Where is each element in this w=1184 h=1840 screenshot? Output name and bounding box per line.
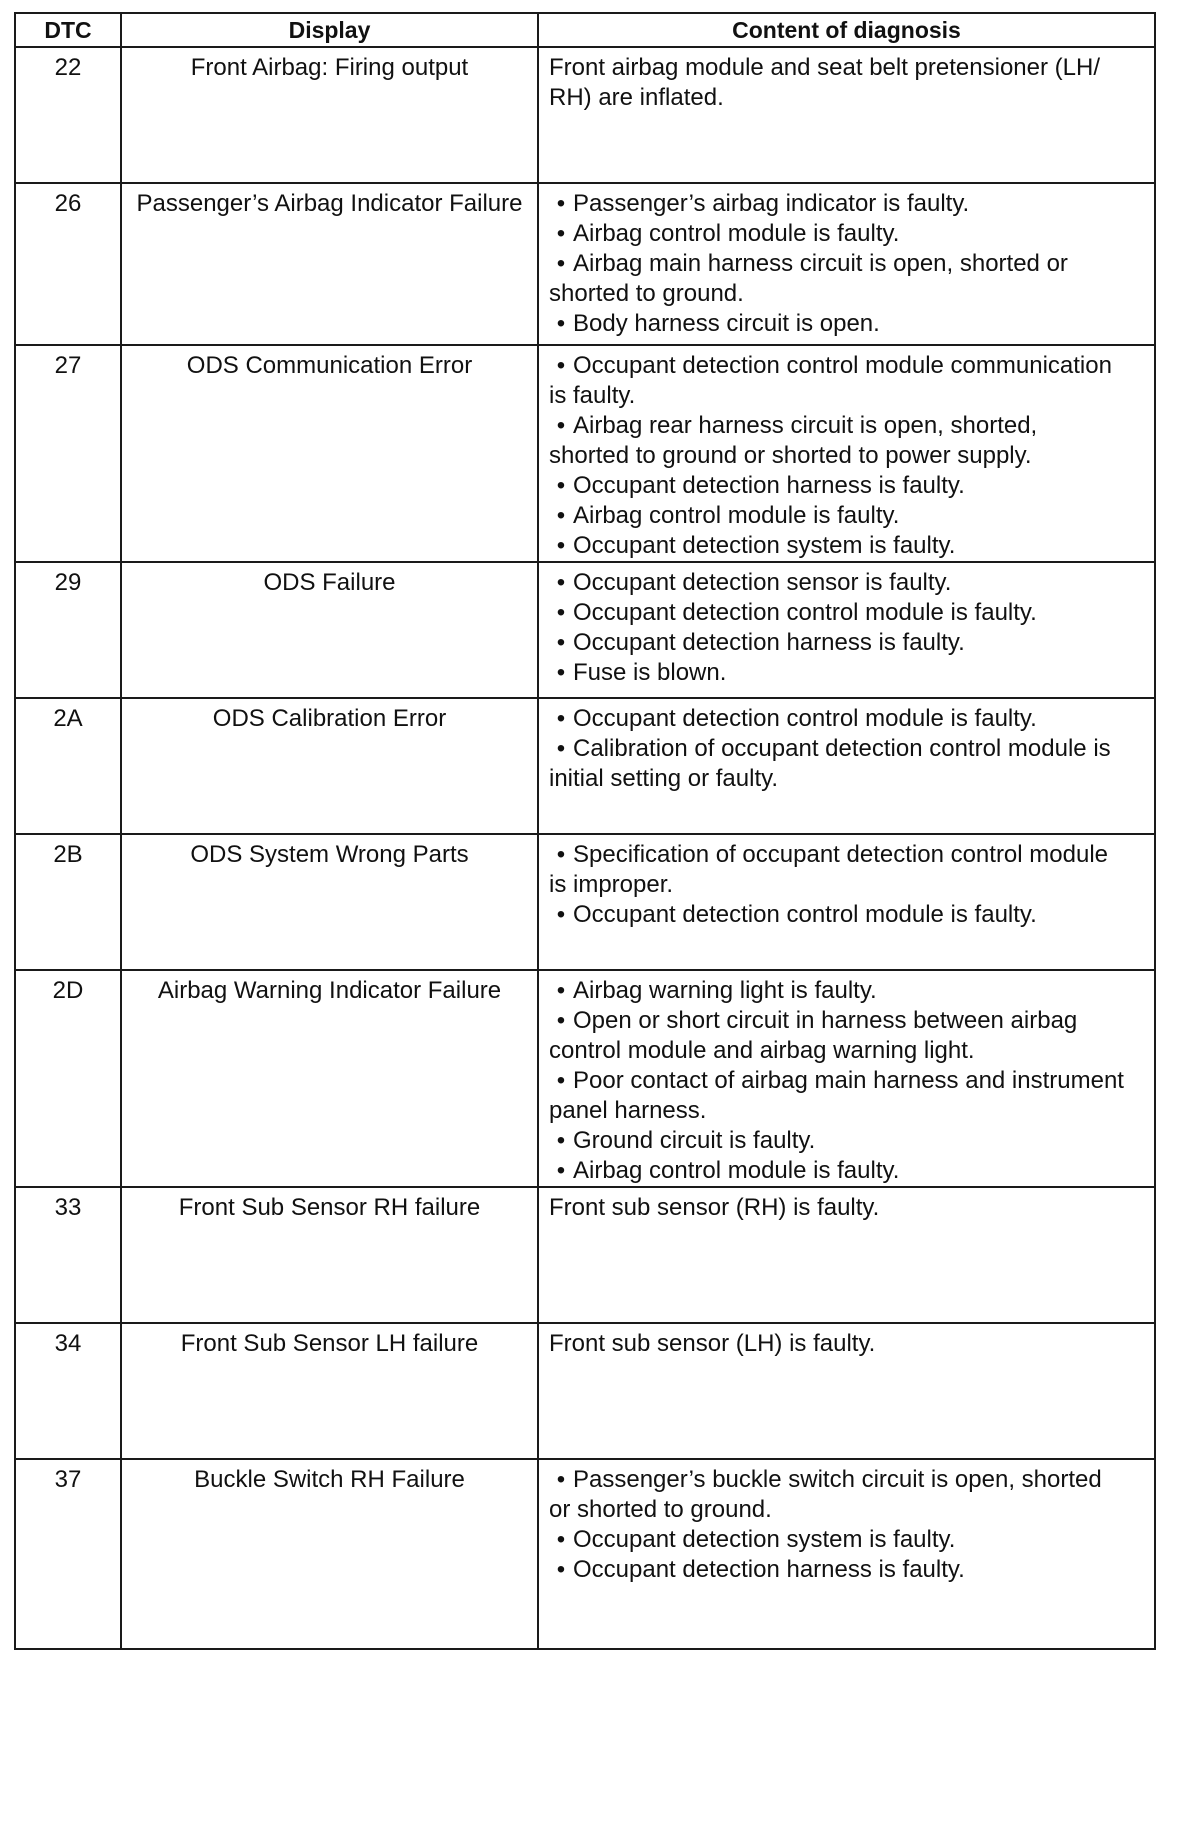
bullet-icon: • [556,220,566,247]
diagnosis-text: Calibration of occupant detection control module is [573,735,1111,762]
diagnosis-bullet-item [549,976,1146,1006]
dtc-code-cell: 26 [15,183,121,345]
diagnosis-text: initial setting or faulty. [549,765,778,792]
diagnosis-bullet-item [549,900,1146,930]
dtc-code-cell: 27 [15,345,121,562]
dtc-display-cell: Buckle Switch RH Failure [121,1459,538,1649]
diagnosis-text: Occupant detection system is faulty. [573,532,956,559]
table-row [15,1187,1155,1323]
diagnosis-text: Fuse is blown. [573,659,727,686]
dtc-content-cell [538,1187,1155,1323]
diagnosis-text-line [549,1329,1146,1359]
table-body [15,47,1155,1649]
diagnosis-text: Occupant detection control module communication [573,352,1112,379]
table-row [15,47,1155,183]
table-row [15,698,1155,834]
dtc-table [14,12,1156,1650]
diagnosis-text: Occupant detection harness is faulty. [573,472,965,499]
diagnosis-text: Occupant detection control module is faulty. [573,901,1037,928]
header-dtc: DTC [15,13,121,47]
dtc-display-cell: ODS Failure [121,562,538,698]
dtc-code-cell: 2D [15,970,121,1187]
diagnosis-text-line [549,279,1146,309]
dtc-content-cell [538,1323,1155,1459]
bullet-icon: • [556,1067,566,1094]
table-header-row [15,13,1155,47]
diagnosis-bullet-item [549,249,1146,279]
dtc-code-cell: 2B [15,834,121,970]
diagnosis-text: Airbag warning light is faulty. [573,977,877,1004]
diagnosis-text: is faulty. [549,382,636,409]
diagnosis-bullet-item [549,309,1146,339]
diagnosis-bullet-item [549,658,1146,688]
diagnosis-text-line [549,764,1146,794]
diagnosis-text: Front airbag module and seat belt pretensioner (LH/ [549,54,1100,81]
bullet-icon: • [556,1127,566,1154]
table-row [15,183,1155,345]
bullet-icon: • [556,1556,566,1583]
diagnosis-text: Open or short circuit in harness between airbag [573,1007,1078,1034]
bullet-icon: • [556,599,566,626]
diagnosis-bullet-item [549,1555,1146,1585]
table-row [15,1323,1155,1459]
diagnosis-text-line [549,83,1146,113]
dtc-display-cell: ODS Calibration Error [121,698,538,834]
header-content: Content of diagnosis [538,13,1155,47]
diagnosis-text: Occupant detection control module is faulty. [573,705,1037,732]
diagnosis-text-line [549,1193,1146,1223]
dtc-code-cell: 33 [15,1187,121,1323]
diagnosis-bullet-item [549,531,1146,561]
diagnosis-text-line [549,1096,1146,1126]
diagnosis-bullet-item [549,471,1146,501]
diagnosis-text-line [549,870,1146,900]
diagnosis-bullet-item [549,734,1146,764]
dtc-display-cell: Front Sub Sensor LH failure [121,1323,538,1459]
diagnosis-bullet-item [549,1126,1146,1156]
bullet-icon: • [556,901,566,928]
dtc-content-cell [538,1459,1155,1649]
diagnosis-text: control module and airbag warning light. [549,1037,975,1064]
diagnosis-text: is improper. [549,871,674,898]
diagnosis-bullet-item [549,351,1146,381]
dtc-display-cell: ODS System Wrong Parts [121,834,538,970]
dtc-display-cell: Airbag Warning Indicator Failure [121,970,538,1187]
dtc-content-cell [538,47,1155,183]
dtc-display-cell: Front Airbag: Firing output [121,47,538,183]
diagnosis-bullet-item [549,568,1146,598]
diagnosis-bullet-item [549,501,1146,531]
dtc-content-cell [538,345,1155,562]
diagnosis-text: Airbag control module is faulty. [573,1157,900,1184]
bullet-icon: • [556,1157,566,1184]
diagnosis-text: Airbag main harness circuit is open, shorted or [573,250,1068,277]
bullet-icon: • [556,1007,566,1034]
diagnosis-text: Airbag control module is faulty. [573,502,900,529]
diagnosis-bullet-item [549,1006,1146,1036]
diagnosis-text: RH) are inflated. [549,84,724,111]
table-row [15,970,1155,1187]
diagnosis-text: Passenger’s airbag indicator is faulty. [573,190,970,217]
diagnosis-bullet-item [549,189,1146,219]
dtc-display-cell: Front Sub Sensor RH failure [121,1187,538,1323]
diagnosis-text-line [549,381,1146,411]
diagnosis-text: Occupant detection system is faulty. [573,1526,956,1553]
diagnosis-text: Ground circuit is faulty. [573,1127,816,1154]
diagnosis-bullet-item [549,1465,1146,1495]
diagnosis-bullet-item [549,219,1146,249]
diagnosis-text-line [549,53,1146,83]
diagnosis-bullet-item [549,411,1146,441]
table-row [15,1459,1155,1649]
table-row [15,834,1155,970]
diagnosis-text: panel harness. [549,1097,707,1124]
diagnosis-bullet-item [549,704,1146,734]
bullet-icon: • [556,532,566,559]
dtc-content-cell [538,562,1155,698]
diagnosis-text: Occupant detection harness is faulty. [573,1556,965,1583]
diagnosis-text-line [549,1036,1146,1066]
dtc-code-cell: 29 [15,562,121,698]
diagnosis-text: Body harness circuit is open. [573,310,880,337]
dtc-content-cell [538,183,1155,345]
dtc-content-cell [538,970,1155,1187]
bullet-icon: • [556,841,566,868]
diagnosis-text: Airbag rear harness circuit is open, shorted, [573,412,1038,439]
diagnosis-text-line [549,441,1146,471]
header-display: Display [121,13,538,47]
diagnosis-text: shorted to ground. [549,280,744,307]
dtc-code-cell: 2A [15,698,121,834]
diagnosis-bullet-item [549,598,1146,628]
bullet-icon: • [556,310,566,337]
bullet-icon: • [556,735,566,762]
table-row [15,345,1155,562]
diagnosis-text: Front sub sensor (LH) is faulty. [549,1330,876,1357]
bullet-icon: • [556,352,566,379]
diagnosis-text: Occupant detection sensor is faulty. [573,569,952,596]
bullet-icon: • [556,629,566,656]
dtc-display-cell: ODS Communication Error [121,345,538,562]
diagnosis-text: or shorted to ground. [549,1496,772,1523]
bullet-icon: • [556,190,566,217]
diagnosis-text: Front sub sensor (RH) is faulty. [549,1194,880,1221]
bullet-icon: • [556,472,566,499]
diagnosis-text: shorted to ground or shorted to power supply. [549,442,1032,469]
diagnosis-text: Poor contact of airbag main harness and instrument [573,1067,1124,1094]
dtc-code-cell: 37 [15,1459,121,1649]
dtc-code-cell: 34 [15,1323,121,1459]
bullet-icon: • [556,1466,566,1493]
dtc-code-cell: 22 [15,47,121,183]
diagnosis-text: Occupant detection control module is faulty. [573,599,1037,626]
bullet-icon: • [556,569,566,596]
diagnosis-text: Passenger’s buckle switch circuit is open, shorted [573,1466,1102,1493]
table-row [15,562,1155,698]
diagnosis-text-line [549,1495,1146,1525]
diagnosis-bullet-item [549,628,1146,658]
bullet-icon: • [556,412,566,439]
bullet-icon: • [556,659,566,686]
dtc-content-cell [538,698,1155,834]
bullet-icon: • [556,502,566,529]
dtc-display-cell: Passenger’s Airbag Indicator Failure [121,183,538,345]
bullet-icon: • [556,705,566,732]
diagnosis-text: Airbag control module is faulty. [573,220,900,247]
dtc-content-cell [538,834,1155,970]
diagnosis-text: Specification of occupant detection control module [573,841,1108,868]
diagnosis-bullet-item [549,1066,1146,1096]
diagnosis-bullet-item [549,1525,1146,1555]
bullet-icon: • [556,1526,566,1553]
diagnosis-bullet-item [549,1156,1146,1186]
diagnosis-text: Occupant detection harness is faulty. [573,629,965,656]
diagnosis-bullet-item [549,840,1146,870]
bullet-icon: • [556,250,566,277]
bullet-icon: • [556,977,566,1004]
